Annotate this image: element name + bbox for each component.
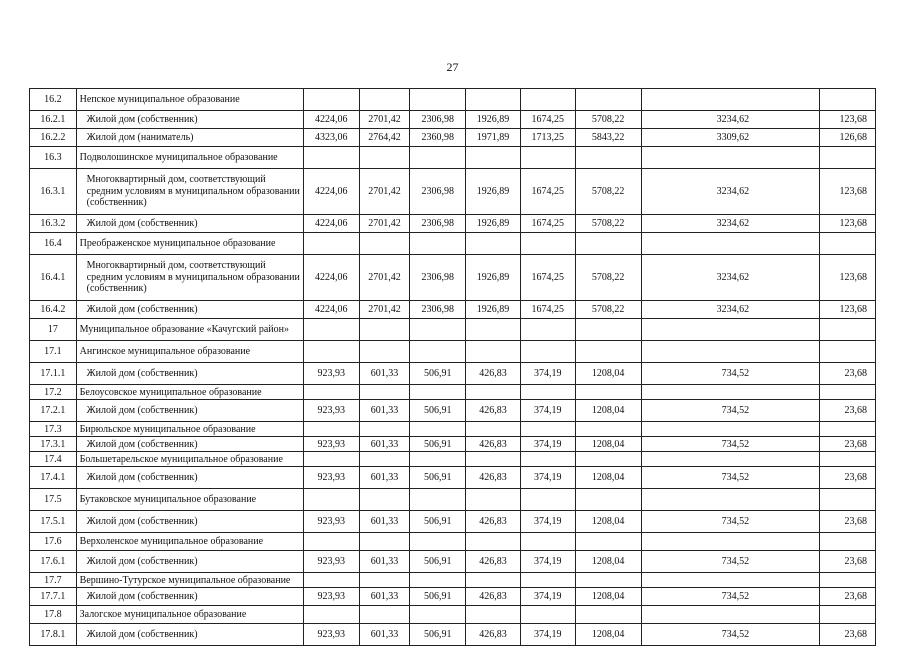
- empty-cell: [359, 606, 410, 624]
- section-title: Залогское муниципальное образование: [76, 606, 303, 624]
- value-cell: 923,93: [303, 437, 359, 452]
- housing-type: Жилой дом (собственник): [76, 511, 303, 533]
- empty-cell: [410, 489, 466, 511]
- empty-cell: [410, 606, 466, 624]
- value-cell: 5708,22: [575, 169, 641, 215]
- value-cell: 1971,89: [466, 129, 521, 147]
- empty-cell: [820, 89, 876, 111]
- housing-type: Жилой дом (собственник): [76, 301, 303, 319]
- empty-cell: [303, 89, 359, 111]
- value-cell: 506,91: [410, 437, 466, 452]
- empty-cell: [520, 341, 575, 363]
- empty-cell: [466, 319, 521, 341]
- value-cell: 426,83: [466, 588, 521, 606]
- value-cell: 374,19: [520, 551, 575, 573]
- empty-cell: [466, 606, 521, 624]
- row-code: 17.7.1: [30, 588, 77, 606]
- value-cell: 123,68: [820, 111, 876, 129]
- row-code: 16.4.1: [30, 255, 77, 301]
- empty-cell: [820, 489, 876, 511]
- row-code: 17.3.1: [30, 437, 77, 452]
- value-cell: 5708,22: [575, 255, 641, 301]
- empty-cell: [520, 489, 575, 511]
- value-cell: 4224,06: [303, 215, 359, 233]
- row-code: 16.3.2: [30, 215, 77, 233]
- value-cell: 923,93: [303, 551, 359, 573]
- empty-cell: [575, 89, 641, 111]
- empty-cell: [359, 573, 410, 588]
- value-cell: 2306,98: [410, 301, 466, 319]
- empty-cell: [820, 319, 876, 341]
- section-row: [30, 341, 876, 363]
- empty-cell: [303, 319, 359, 341]
- section-title: Ангинское муниципальное образование: [76, 341, 303, 363]
- value-cell: 734,52: [641, 400, 820, 422]
- section-row: [30, 147, 876, 169]
- empty-cell: [641, 385, 820, 400]
- value-cell: 23,68: [820, 467, 876, 489]
- empty-cell: [410, 422, 466, 437]
- value-cell: 734,52: [641, 511, 820, 533]
- empty-cell: [575, 341, 641, 363]
- value-cell: 1926,89: [466, 215, 521, 233]
- empty-cell: [520, 385, 575, 400]
- empty-cell: [303, 489, 359, 511]
- value-cell: 374,19: [520, 363, 575, 385]
- row-code: 16.3.1: [30, 169, 77, 215]
- empty-cell: [466, 89, 521, 111]
- empty-cell: [575, 573, 641, 588]
- row-code: 17.6: [30, 533, 77, 551]
- value-cell: 2701,42: [359, 301, 410, 319]
- empty-cell: [410, 89, 466, 111]
- empty-cell: [303, 606, 359, 624]
- empty-cell: [466, 573, 521, 588]
- value-cell: 2701,42: [359, 111, 410, 129]
- empty-cell: [820, 341, 876, 363]
- tariff-table: [29, 88, 876, 646]
- value-cell: 734,52: [641, 467, 820, 489]
- empty-cell: [303, 573, 359, 588]
- empty-cell: [641, 341, 820, 363]
- value-cell: 126,68: [820, 129, 876, 147]
- value-cell: 601,33: [359, 588, 410, 606]
- empty-cell: [303, 533, 359, 551]
- value-cell: 1208,04: [575, 363, 641, 385]
- value-cell: 123,68: [820, 169, 876, 215]
- row-code: 16.4: [30, 233, 77, 255]
- value-cell: 1674,25: [520, 301, 575, 319]
- empty-cell: [466, 422, 521, 437]
- empty-cell: [410, 147, 466, 169]
- empty-cell: [641, 452, 820, 467]
- value-cell: 2360,98: [410, 129, 466, 147]
- empty-cell: [575, 422, 641, 437]
- empty-cell: [466, 489, 521, 511]
- empty-cell: [520, 422, 575, 437]
- value-cell: 506,91: [410, 588, 466, 606]
- row-code: 17.3: [30, 422, 77, 437]
- empty-cell: [820, 147, 876, 169]
- value-cell: 1208,04: [575, 624, 641, 646]
- empty-cell: [359, 385, 410, 400]
- housing-type: Жилой дом (собственник): [76, 400, 303, 422]
- empty-cell: [359, 533, 410, 551]
- value-cell: 506,91: [410, 467, 466, 489]
- value-cell: 601,33: [359, 437, 410, 452]
- value-cell: 601,33: [359, 511, 410, 533]
- empty-cell: [303, 233, 359, 255]
- value-cell: 923,93: [303, 363, 359, 385]
- empty-cell: [520, 319, 575, 341]
- empty-cell: [303, 147, 359, 169]
- empty-cell: [466, 147, 521, 169]
- value-cell: 23,68: [820, 437, 876, 452]
- row-code: 16.3: [30, 147, 77, 169]
- value-cell: 601,33: [359, 551, 410, 573]
- table-row: [30, 129, 876, 147]
- value-cell: 5843,22: [575, 129, 641, 147]
- value-cell: 601,33: [359, 624, 410, 646]
- value-cell: 923,93: [303, 467, 359, 489]
- empty-cell: [520, 533, 575, 551]
- empty-cell: [520, 573, 575, 588]
- row-code: 16.2.2: [30, 129, 77, 147]
- value-cell: 5708,22: [575, 111, 641, 129]
- value-cell: 2701,42: [359, 255, 410, 301]
- housing-type: Жилой дом (собственник): [76, 624, 303, 646]
- empty-cell: [359, 147, 410, 169]
- value-cell: 734,52: [641, 437, 820, 452]
- value-cell: 23,68: [820, 588, 876, 606]
- section-title: Бутаковское муниципальное образование: [76, 489, 303, 511]
- row-code: 17.4.1: [30, 467, 77, 489]
- value-cell: 1208,04: [575, 511, 641, 533]
- housing-type: Многоквартирный дом, соответствующий средним условиям в муниципальном образовании (собственник): [76, 255, 303, 301]
- table-row: [30, 400, 876, 422]
- section-row: [30, 606, 876, 624]
- empty-cell: [520, 606, 575, 624]
- empty-cell: [359, 452, 410, 467]
- table-row: [30, 624, 876, 646]
- housing-type: Жилой дом (собственник): [76, 363, 303, 385]
- housing-type: Жилой дом (собственник): [76, 467, 303, 489]
- housing-type: Жилой дом (собственник): [76, 111, 303, 129]
- housing-type: Жилой дом (собственник): [76, 551, 303, 573]
- value-cell: 5708,22: [575, 215, 641, 233]
- empty-cell: [466, 233, 521, 255]
- housing-type: Жилой дом (наниматель): [76, 129, 303, 147]
- housing-type: Жилой дом (собственник): [76, 437, 303, 452]
- value-cell: 1674,25: [520, 169, 575, 215]
- housing-type: Жилой дом (собственник): [76, 215, 303, 233]
- empty-cell: [410, 452, 466, 467]
- row-code: 17.1: [30, 341, 77, 363]
- value-cell: 506,91: [410, 624, 466, 646]
- empty-cell: [359, 489, 410, 511]
- value-cell: 1208,04: [575, 437, 641, 452]
- empty-cell: [359, 233, 410, 255]
- value-cell: 23,68: [820, 551, 876, 573]
- value-cell: 1926,89: [466, 301, 521, 319]
- table-row: [30, 437, 876, 452]
- table-row: [30, 215, 876, 233]
- value-cell: 2306,98: [410, 111, 466, 129]
- value-cell: 1208,04: [575, 467, 641, 489]
- value-cell: 734,52: [641, 588, 820, 606]
- value-cell: 1674,25: [520, 111, 575, 129]
- value-cell: 2701,42: [359, 215, 410, 233]
- value-cell: 426,83: [466, 467, 521, 489]
- row-code: 17.6.1: [30, 551, 77, 573]
- section-title: Вершино-Тутурское муниципальное образование: [76, 573, 303, 588]
- empty-cell: [466, 341, 521, 363]
- value-cell: 506,91: [410, 511, 466, 533]
- housing-type: Многоквартирный дом, соответствующий средним условиям в муниципальном образовании (собственник): [76, 169, 303, 215]
- value-cell: 734,52: [641, 363, 820, 385]
- section-title: Непское муниципальное образование: [76, 89, 303, 111]
- row-code: 17.1.1: [30, 363, 77, 385]
- empty-cell: [820, 233, 876, 255]
- section-row: [30, 422, 876, 437]
- value-cell: 374,19: [520, 624, 575, 646]
- value-cell: 2306,98: [410, 255, 466, 301]
- empty-cell: [303, 385, 359, 400]
- empty-cell: [641, 233, 820, 255]
- row-code: 16.2: [30, 89, 77, 111]
- empty-cell: [466, 452, 521, 467]
- empty-cell: [641, 533, 820, 551]
- empty-cell: [520, 233, 575, 255]
- empty-cell: [820, 606, 876, 624]
- empty-cell: [520, 89, 575, 111]
- empty-cell: [820, 573, 876, 588]
- empty-cell: [410, 533, 466, 551]
- value-cell: 923,93: [303, 624, 359, 646]
- empty-cell: [466, 385, 521, 400]
- empty-cell: [641, 573, 820, 588]
- value-cell: 506,91: [410, 400, 466, 422]
- value-cell: 2701,42: [359, 169, 410, 215]
- table-row: [30, 588, 876, 606]
- empty-cell: [359, 422, 410, 437]
- row-code: 17.2: [30, 385, 77, 400]
- value-cell: 23,68: [820, 400, 876, 422]
- value-cell: 601,33: [359, 400, 410, 422]
- value-cell: 4224,06: [303, 111, 359, 129]
- section-title: Подволошинское муниципальное образование: [76, 147, 303, 169]
- row-code: 16.4.2: [30, 301, 77, 319]
- row-code: 17.8.1: [30, 624, 77, 646]
- value-cell: 2306,98: [410, 169, 466, 215]
- empty-cell: [520, 147, 575, 169]
- value-cell: 1926,89: [466, 111, 521, 129]
- table-row: [30, 255, 876, 301]
- empty-cell: [820, 452, 876, 467]
- value-cell: 506,91: [410, 551, 466, 573]
- value-cell: 123,68: [820, 255, 876, 301]
- section-title: Белоусовское муниципальное образование: [76, 385, 303, 400]
- value-cell: 23,68: [820, 363, 876, 385]
- value-cell: 374,19: [520, 588, 575, 606]
- empty-cell: [410, 233, 466, 255]
- section-title: Бирюльское муниципальное образование: [76, 422, 303, 437]
- row-code: 17.4: [30, 452, 77, 467]
- value-cell: 506,91: [410, 363, 466, 385]
- value-cell: 1208,04: [575, 551, 641, 573]
- row-code: 17.2.1: [30, 400, 77, 422]
- empty-cell: [410, 573, 466, 588]
- value-cell: 3234,62: [641, 255, 820, 301]
- value-cell: 1926,89: [466, 169, 521, 215]
- value-cell: 3234,62: [641, 169, 820, 215]
- empty-cell: [641, 422, 820, 437]
- value-cell: 4224,06: [303, 255, 359, 301]
- row-code: 17: [30, 319, 77, 341]
- housing-type: Жилой дом (собственник): [76, 588, 303, 606]
- value-cell: 5708,22: [575, 301, 641, 319]
- empty-cell: [820, 422, 876, 437]
- row-code: 17.7: [30, 573, 77, 588]
- row-code: 16.2.1: [30, 111, 77, 129]
- section-title: Большетарельское муниципальное образование: [76, 452, 303, 467]
- table-row: [30, 301, 876, 319]
- row-code: 17.5: [30, 489, 77, 511]
- empty-cell: [303, 452, 359, 467]
- section-title: Преображенское муниципальное образование: [76, 233, 303, 255]
- value-cell: 2764,42: [359, 129, 410, 147]
- table-row: [30, 363, 876, 385]
- empty-cell: [359, 319, 410, 341]
- section-row: [30, 533, 876, 551]
- table-body: [30, 89, 876, 646]
- value-cell: 374,19: [520, 400, 575, 422]
- value-cell: 123,68: [820, 301, 876, 319]
- value-cell: 601,33: [359, 467, 410, 489]
- value-cell: 23,68: [820, 511, 876, 533]
- empty-cell: [575, 606, 641, 624]
- page-number: 27: [446, 60, 459, 74]
- table-row: [30, 511, 876, 533]
- value-cell: 1926,89: [466, 255, 521, 301]
- value-cell: 23,68: [820, 624, 876, 646]
- value-cell: 4323,06: [303, 129, 359, 147]
- section-row: [30, 89, 876, 111]
- section-row: [30, 385, 876, 400]
- value-cell: 426,83: [466, 400, 521, 422]
- empty-cell: [820, 385, 876, 400]
- table-row: [30, 169, 876, 215]
- value-cell: 3234,62: [641, 301, 820, 319]
- value-cell: 734,52: [641, 551, 820, 573]
- value-cell: 374,19: [520, 467, 575, 489]
- value-cell: 923,93: [303, 588, 359, 606]
- empty-cell: [641, 89, 820, 111]
- value-cell: 923,93: [303, 511, 359, 533]
- table-row: [30, 551, 876, 573]
- empty-cell: [359, 341, 410, 363]
- section-title: Верхоленское муниципальное образование: [76, 533, 303, 551]
- section-title: Муниципальное образование «Качугский район»: [76, 319, 303, 341]
- section-row: [30, 319, 876, 341]
- empty-cell: [820, 533, 876, 551]
- empty-cell: [466, 533, 521, 551]
- value-cell: 426,83: [466, 624, 521, 646]
- value-cell: 1208,04: [575, 588, 641, 606]
- row-code: 17.8: [30, 606, 77, 624]
- value-cell: 374,19: [520, 511, 575, 533]
- empty-cell: [575, 385, 641, 400]
- row-code: 17.5.1: [30, 511, 77, 533]
- value-cell: 123,68: [820, 215, 876, 233]
- value-cell: 374,19: [520, 437, 575, 452]
- value-cell: 426,83: [466, 437, 521, 452]
- empty-cell: [410, 385, 466, 400]
- section-row: [30, 489, 876, 511]
- table-row: [30, 111, 876, 129]
- value-cell: 4224,06: [303, 169, 359, 215]
- value-cell: 3234,62: [641, 111, 820, 129]
- value-cell: 2306,98: [410, 215, 466, 233]
- empty-cell: [575, 319, 641, 341]
- empty-cell: [641, 489, 820, 511]
- empty-cell: [303, 422, 359, 437]
- value-cell: 3234,62: [641, 215, 820, 233]
- value-cell: 923,93: [303, 400, 359, 422]
- value-cell: 1674,25: [520, 215, 575, 233]
- empty-cell: [641, 606, 820, 624]
- value-cell: 3309,62: [641, 129, 820, 147]
- section-row: [30, 573, 876, 588]
- empty-cell: [575, 489, 641, 511]
- value-cell: 1208,04: [575, 400, 641, 422]
- empty-cell: [520, 452, 575, 467]
- value-cell: 426,83: [466, 511, 521, 533]
- value-cell: 1713,25: [520, 129, 575, 147]
- value-cell: 4224,06: [303, 301, 359, 319]
- empty-cell: [410, 341, 466, 363]
- empty-cell: [575, 452, 641, 467]
- value-cell: 426,83: [466, 551, 521, 573]
- empty-cell: [575, 533, 641, 551]
- empty-cell: [303, 341, 359, 363]
- empty-cell: [359, 89, 410, 111]
- empty-cell: [575, 147, 641, 169]
- value-cell: 601,33: [359, 363, 410, 385]
- value-cell: 426,83: [466, 363, 521, 385]
- empty-cell: [641, 319, 820, 341]
- empty-cell: [575, 233, 641, 255]
- table-row: [30, 467, 876, 489]
- section-row: [30, 233, 876, 255]
- empty-cell: [641, 147, 820, 169]
- empty-cell: [410, 319, 466, 341]
- value-cell: 734,52: [641, 624, 820, 646]
- value-cell: 1674,25: [520, 255, 575, 301]
- section-row: [30, 452, 876, 467]
